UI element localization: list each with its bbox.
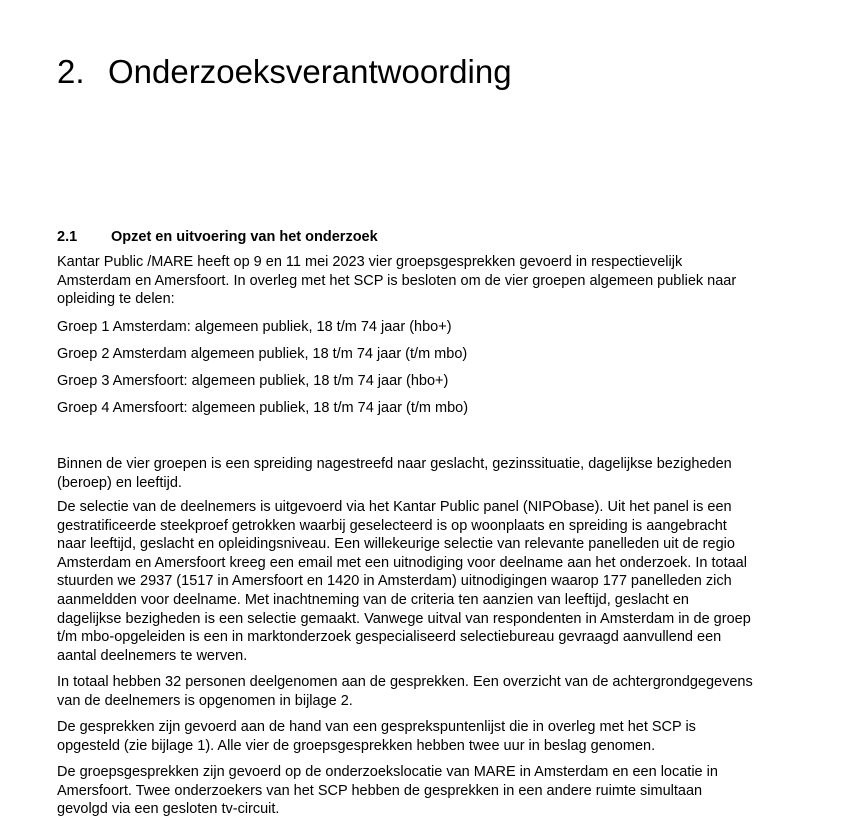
group-line: Groep 1 Amsterdam: algemeen publiek, 18 t/m 74 jaar (hbo+) <box>57 319 452 335</box>
paragraph-line: t/m mbo-opgeleiden is een in marktonderzoek gespecialiseerd selectiebureau gevraagd aanvullend een <box>57 629 722 646</box>
section-heading <box>57 228 378 246</box>
paragraph-line: Amsterdam en Amersfoort. In overleg met het SCP is besloten om de vier groepen algemeen publiek naar <box>57 272 737 289</box>
paragraph-line: In totaal hebben 32 personen deelgenomen aan de gesprekken. Een overzicht van de achtergrondgegevens <box>57 674 753 690</box>
group-item-2 <box>57 345 797 364</box>
chapter-title-text: Onderzoeksverantwoording <box>108 53 512 90</box>
group-line: Groep 2 Amsterdam algemeen publiek, 18 t/m 74 jaar (t/m mbo) <box>57 346 468 362</box>
paragraph-line: De gesprekken zijn gevoerd aan de hand van een gesprekspuntenlijst die in overleg met het SCP is <box>57 719 696 735</box>
paragraph-line: opgesteld (zie bijlage 1). Alle vier de groepsgesprekken hebben twee uur in beslag genomen. <box>57 737 656 754</box>
paragraph-line: aantal deelnemers te werven. <box>57 647 248 664</box>
paragraph-line: dagelijkse bezigheden is een selectie gemaakt. Vanwege uitval van respondenten in Amsterdam in de groep <box>57 610 751 627</box>
group-line: Groep 4 Amersfoort: algemeen publiek, 18 t/m 74 jaar (t/m mbo) <box>57 400 469 416</box>
paragraph-selectie <box>57 498 797 665</box>
group-item-3 <box>57 372 797 391</box>
paragraph-line: Amsterdam en Amersfoort kreeg een email met een uitnodiging voor deelname aan het onderzoek. In totaal <box>57 554 747 571</box>
chapter-number: 2. <box>57 53 85 90</box>
paragraph-spreiding <box>57 455 797 492</box>
paragraph-gesprekken <box>57 718 797 755</box>
paragraph-line: (beroep) en leeftijd. <box>57 474 182 491</box>
section-number: 2.1 <box>57 229 78 245</box>
paragraph-line: Kantar Public /MARE heeft op 9 en 11 mei 2023 vier groepsgesprekken gevoerd in respectievelijk <box>57 254 683 270</box>
paragraph-line: Amersfoort. Twee onderzoekers van het SCP hebben de gesprekken in een andere ruimte simultaan <box>57 782 703 799</box>
paragraph-line: De selectie van de deelnemers is uitgevoerd via het Kantar Public panel (NIPObase). Uit het panel is een <box>57 499 732 515</box>
group-line: Groep 3 Amersfoort: algemeen publiek, 18 t/m 74 jaar (hbo+) <box>57 373 449 389</box>
paragraph-locatie <box>57 763 797 819</box>
group-item-4 <box>57 399 797 418</box>
paragraph-line: opleiding te delen: <box>57 291 175 308</box>
paragraph-line: Binnen de vier groepen is een spreiding nagestreefd naar geslacht, gezinssituatie, dagelijkse bezigheden <box>57 456 732 472</box>
paragraph-line: van de deelnemers is opgenomen in bijlage 2. <box>57 692 353 709</box>
paragraph-line: gevolgd via een gesloten tv-circuit. <box>57 801 280 818</box>
section-title-text: Opzet en uitvoering van het onderzoek <box>111 229 378 245</box>
group-item-1 <box>57 318 797 337</box>
paragraph-deelnemers <box>57 673 797 710</box>
chapter-title <box>57 51 512 93</box>
paragraph-line: naar leeftijd, geslacht en opleidingsniveau. Een willekeurige selectie van relevante panelleden uit de regio <box>57 536 735 553</box>
paragraph-line: stuurden we 2937 (1517 in Amersfoort en 1420 in Amsterdam) uitnodigingen waarop 177 panelleden zich <box>57 573 732 590</box>
paragraph-line: gestratificeerde steekproef getrokken waarbij geselecteerd is op woonplaats en spreiding is aangebracht <box>57 517 727 534</box>
paragraph-intro <box>57 253 797 309</box>
paragraph-line: De groepsgesprekken zijn gevoerd op de onderzoekslocatie van MARE in Amsterdam en een locatie in <box>57 764 718 780</box>
paragraph-line: aanmeldden voor deelname. Met inachtneming van de criteria ten aanzien van leeftijd, geslacht en <box>57 591 689 608</box>
